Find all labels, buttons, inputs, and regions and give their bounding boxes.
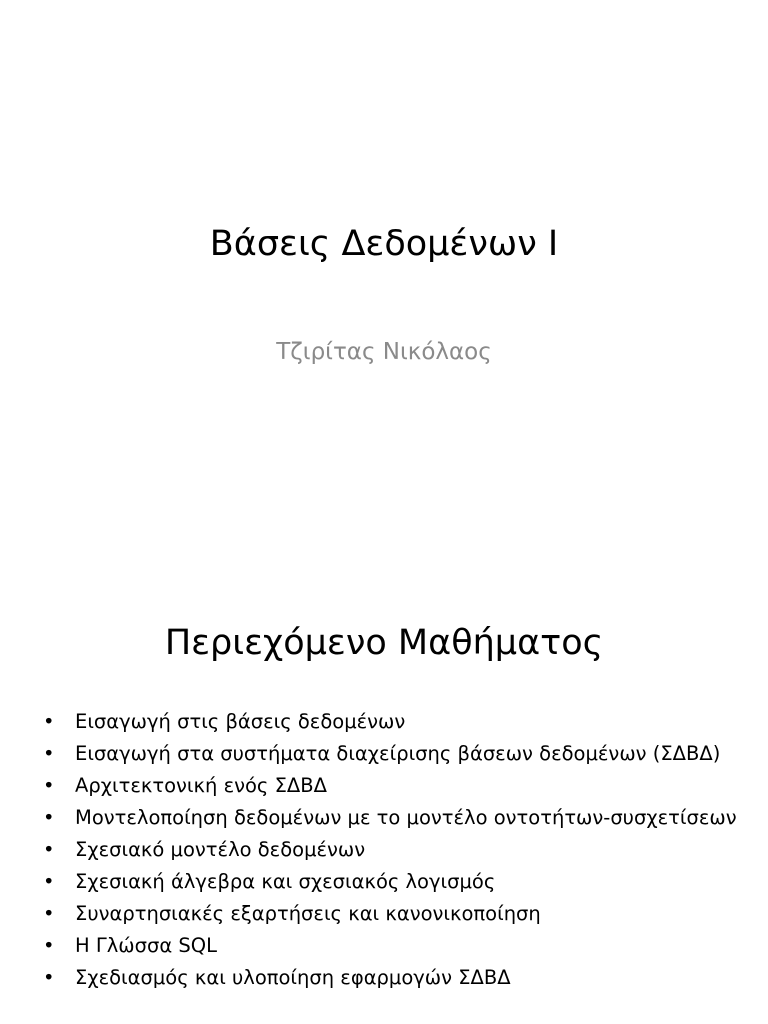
contents-title: Περιεχόμενο Μαθήματος: [164, 623, 604, 663]
bullet-item: [0, 870, 768, 893]
bullet-item: [0, 902, 768, 925]
contents-bullet-list: [0, 710, 768, 998]
bullet-dot-icon: •: [43, 774, 55, 797]
bullet-dot-icon: •: [43, 934, 55, 957]
bullet-dot-icon: •: [43, 966, 55, 989]
bullet-text: Εισαγωγή στα συστήματα διαχείρισης βάσεων δεδομένων (ΣΔΒΔ): [75, 742, 721, 765]
bullet-item: [0, 710, 768, 733]
bullet-dot-icon: •: [43, 902, 55, 925]
bullet-item: [0, 806, 768, 829]
course-contents-slide: [0, 576, 768, 1024]
bullet-dot-icon: •: [43, 870, 55, 893]
bullet-text: Σχεσιακό μοντέλο δεδομένων: [75, 838, 366, 861]
slide-subtitle-author: Τζιρίτας Νικόλαος: [276, 339, 492, 365]
bullet-text: Αρχιτεκτονική ενός ΣΔΒΔ: [75, 774, 327, 797]
bullet-dot-icon: •: [43, 838, 55, 861]
bullet-text: Εισαγωγή στις βάσεις δεδομένων: [75, 710, 406, 733]
slide-title: Βάσεις Δεδομένων Ι: [209, 224, 559, 264]
bullet-item: [0, 966, 768, 989]
bullet-item: [0, 774, 768, 797]
bullet-text: Σχεδιασμός και υλοποίηση εφαρμογών ΣΔΒΔ: [75, 966, 511, 989]
bullet-item: [0, 838, 768, 861]
bullet-item: [0, 934, 768, 957]
bullet-text: Σχεσιακή άλγεβρα και σχεσιακός λογισμός: [75, 870, 496, 893]
bullet-dot-icon: •: [43, 742, 55, 765]
bullet-text: Συναρτησιακές εξαρτήσεις και κανονικοποίηση: [75, 902, 541, 925]
bullet-text: Μοντελοποίηση δεδομένων με το μοντέλο οντοτήτων-συσχετίσεων: [75, 806, 737, 829]
bullet-dot-icon: •: [43, 806, 55, 829]
bullet-item: [0, 742, 768, 765]
bullet-text: Η Γλώσσα SQL: [75, 934, 217, 957]
bullet-dot-icon: •: [43, 710, 55, 733]
